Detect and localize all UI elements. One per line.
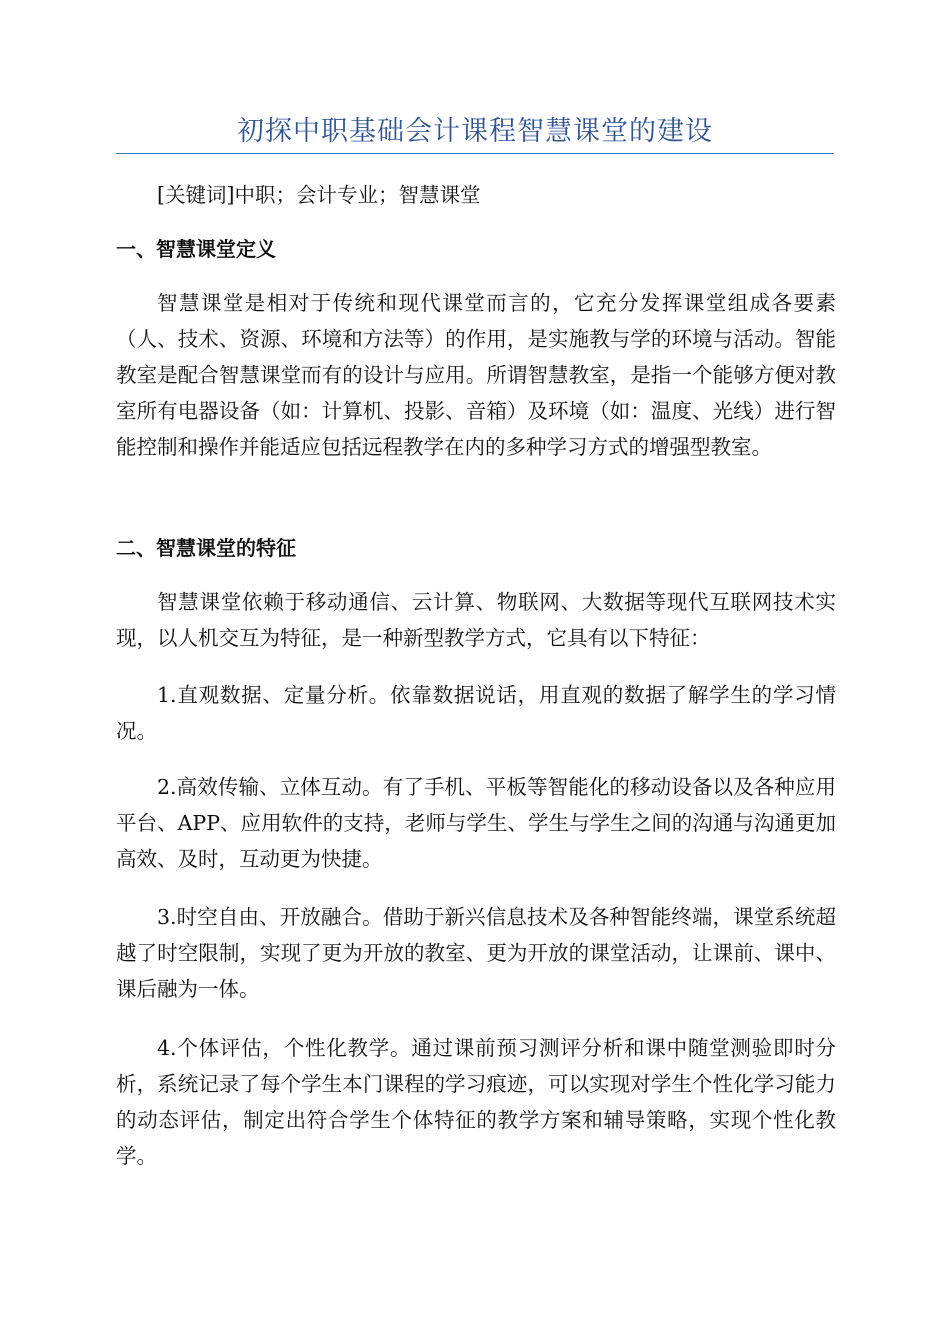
- section-heading-definition: 一、智慧课堂定义: [116, 237, 276, 261]
- keywords-line: [关键词]中职；会计专业；智慧课堂: [157, 183, 481, 207]
- feature-item-2: 2.高效传输、立体互动。有了手机、平板等智能化的移动设备以及各种应用平台、APP、应用软件的支持，老师与学生、学生与学生之间的沟通与沟通更加高效、及时，互动更为快捷。: [116, 775, 836, 871]
- document-title: 初探中职基础会计课程智慧课堂的建设: [237, 116, 713, 147]
- feature-item-4: 4.个体评估，个性化教学。通过课前预习测评分析和课中随堂测验即时分析，系统记录了每个学生本门课程的学习痕迹，可以实现对学生个性化学习能力的动态评估，制定出符合学生个体特征的教学方案和辅导策略，实现个性化教学。: [116, 1036, 836, 1168]
- features-intro-paragraph: 智慧课堂依赖于移动通信、云计算、物联网、大数据等现代互联网技术实现，以人机交互为特征，是一种新型教学方式，它具有以下特征：: [116, 590, 836, 650]
- feature-item-3: 3.时空自由、开放融合。借助于新兴信息技术及各种智能终端，课堂系统超越了时空限制，实现了更为开放的教室、更为开放的课堂活动，让课前、课中、课后融为一体。: [116, 905, 836, 1001]
- section-heading-features: 二、智慧课堂的特征: [116, 536, 296, 560]
- title-underline: [116, 153, 834, 154]
- definition-paragraph: 智慧课堂是相对于传统和现代课堂而言的，它充分发挥课堂组成各要素（人、技术、资源、环境和方法等）的作用，是实施教与学的环境与活动。智能教室是配合智慧课堂而有的设计与应用。所谓智慧教室，是指一个能够方便对教室所有电器设备（如：计算机、投影、音箱）及环境（如：温度、光线）进行智能控制和操作并能适应包括远程教学在内的多种学习方式的增强型教室。: [116, 291, 836, 459]
- feature-item-1: 1.直观数据、定量分析。依靠数据说话，用直观的数据了解学生的学习情况。: [116, 683, 836, 743]
